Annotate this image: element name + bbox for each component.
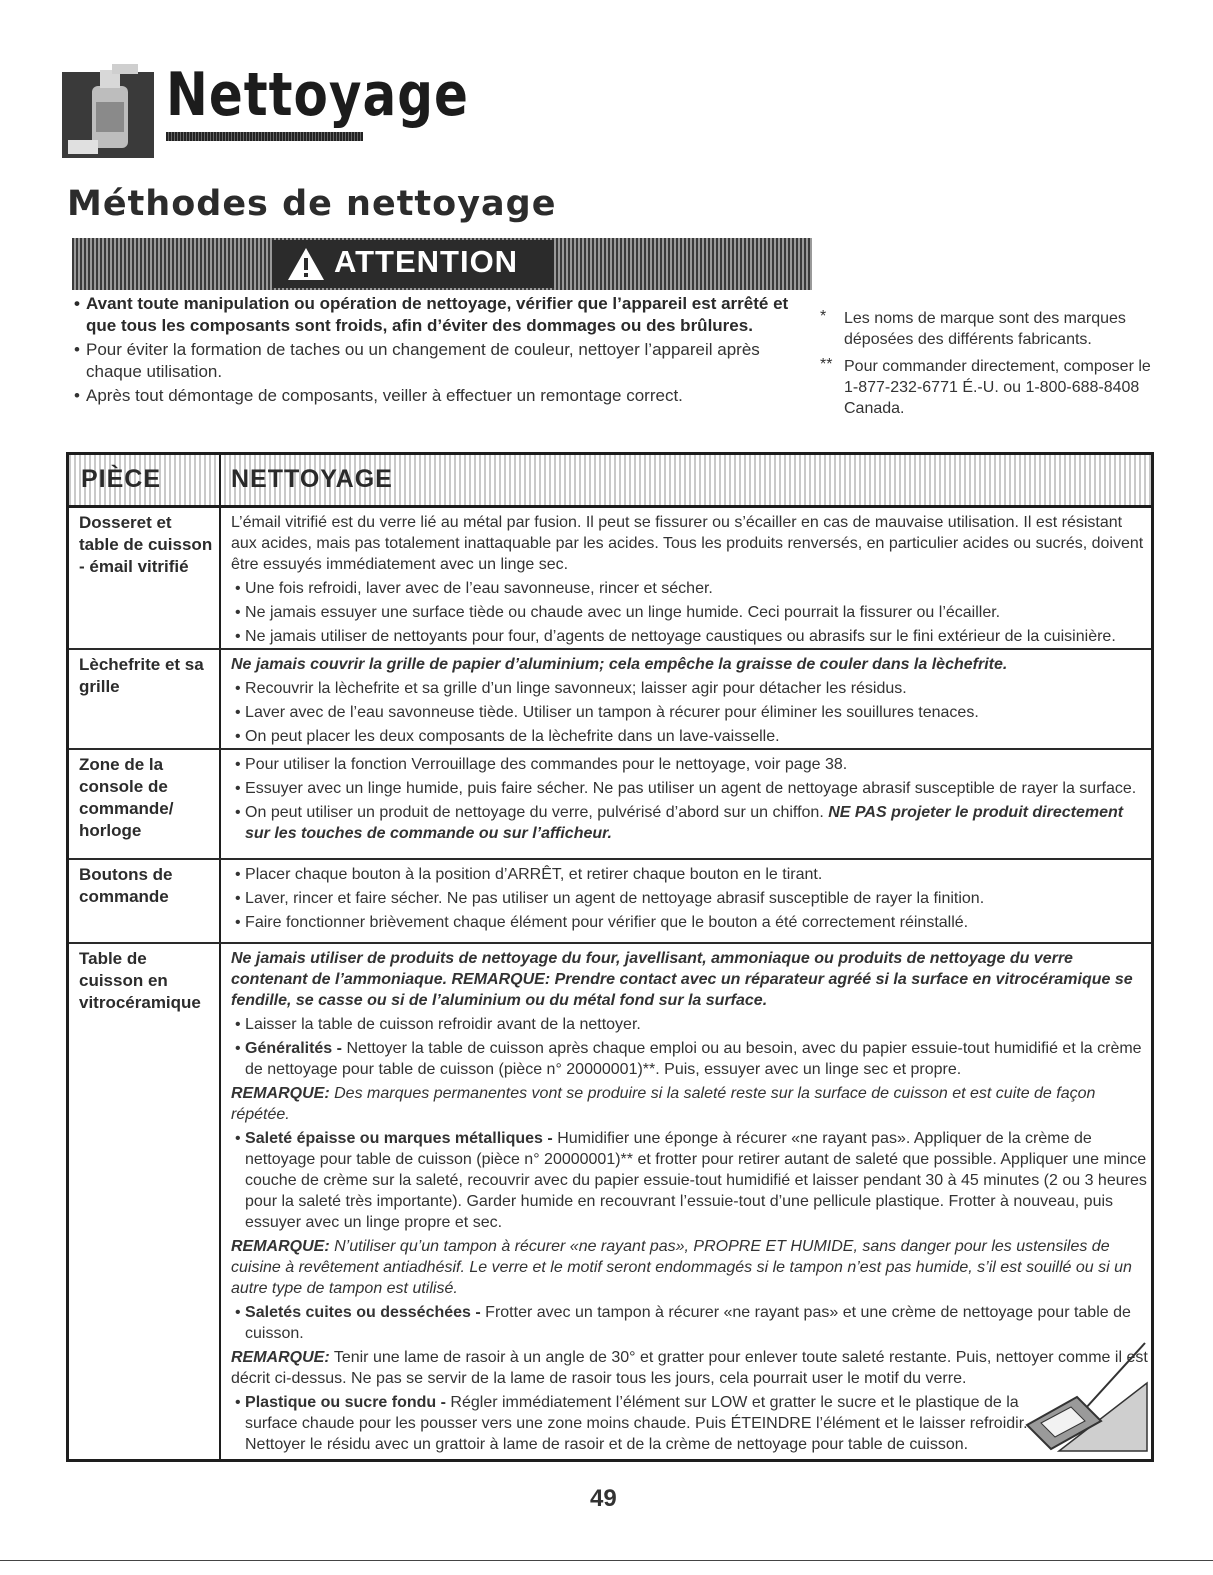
page-heading: Méthodes de nettoyage xyxy=(67,184,557,224)
warning-item: • Après tout démontage de composants, veiller à effectuer un remontage correct. xyxy=(72,385,817,407)
footnote xyxy=(818,308,1158,350)
table-row xyxy=(69,860,1151,944)
row-bullet: • Une fois refroidi, laver avec de l’eau savonneuse, rincer et sécher. xyxy=(231,578,1151,599)
table-row xyxy=(69,750,1151,860)
footnotes xyxy=(818,308,1158,425)
bottom-rule xyxy=(0,1560,1213,1561)
row-bullet: • Pour utiliser la fonction Verrouillage des commandes pour le nettoyage, voir page 38. xyxy=(231,754,1151,775)
remark-label: REMARQUE: xyxy=(231,1238,330,1255)
table-row xyxy=(69,650,1151,750)
row-intro: L’émail vitrifié est du verre lié au métal par fusion. Il peut se fissurer ou s’écailler en cas de mauvaise utilisation. Il est résistant aux acides, mais pas totalement inattaquable par les acides. Tous les produits renversés, en particulier acides ou sucrés, doivent être essuyés immédiatement avec un linge sec. xyxy=(231,514,1144,573)
row-bullet: • Faire fonctionner brièvement chaque élément pour vérifier que le bouton a été correctement réinstallé. xyxy=(231,912,1151,933)
remark-label: REMARQUE: xyxy=(231,1085,330,1102)
bullet-label: Saletés cuites ou desséchées - xyxy=(245,1304,481,1321)
column-header-piece: PIÈCE xyxy=(81,465,162,493)
row-piece: Zone de la console de commande/ horloge xyxy=(79,755,174,840)
warning-banner xyxy=(72,238,812,290)
row-bullet xyxy=(231,1302,1151,1344)
remark xyxy=(231,1236,1151,1299)
row-bullet: • On peut placer les deux composants de la lèchefrite dans un lave-vaisselle. xyxy=(231,726,1151,747)
bullet-text: Frotter avec un tampon à récurer «ne rayant pas» et une crème de nettoyage pour table de cuisson. xyxy=(245,1304,1131,1342)
row-bullet xyxy=(231,1038,1151,1080)
warning-item: • Pour éviter la formation de taches ou un changement de couleur, nettoyer l’appareil après chaque utilisation. xyxy=(72,339,817,383)
row-bullet: • Laisser la table de cuisson refroidir avant de la nettoyer. xyxy=(231,1014,1151,1035)
title-underline xyxy=(166,132,363,141)
footnote-mark: * xyxy=(820,308,827,325)
row-bullet xyxy=(231,802,1151,844)
row-piece: Table de cuisson en vitrocéramique xyxy=(79,949,201,1012)
bullet-label: Plastique ou sucre fondu - xyxy=(245,1394,446,1411)
bullet-text: Humidifier une éponge à récurer «ne rayant pas». Appliquer de la crème de nettoyage pour table de cuisson (pièce n° 20000001)** et frotter pour retirer autant de saleté que possible. Appliquer une mince couche de crème sur la saleté, recouvrir avec du papier essuie-tout humidifié et laisser pendant 30 à 45 minutes (2 ou 3 heures pour la saleté très importante). Garder humide en recouvrant l’essuie-tout d’une pellicule plastique. Frotter à nouveau, puis essuyer avec un linge propre et sec. xyxy=(245,1130,1147,1231)
warning-list xyxy=(72,293,817,409)
row-bullet: • Recouvrir la lèchefrite et sa grille d’un linge savonneux; laisser agir pour détacher les résidus. xyxy=(231,678,1151,699)
warning-icon xyxy=(286,246,326,282)
remark-text: N’utiliser qu’un tampon à récurer «ne rayant pas», PROPRE ET HUMIDE, sans danger pour les ustensiles de cuisine à revêtement antiadhésif. Le verre et le motif seront endommagés si le tampon n’est pas humide, s’il est souillé ou si un autre type de tampon est utilisé. xyxy=(231,1238,1132,1297)
row-piece: Lèchefrite et sa grille xyxy=(79,655,204,696)
column-header-cleaning: NETTOYAGE xyxy=(231,465,393,493)
row-cleaning xyxy=(231,512,1151,650)
row-bullet: • Ne jamais utiliser de nettoyants pour four, d’agents de nettoyage caustiques ou abrasifs sur le fini extérieur de la cuisinière. xyxy=(231,626,1151,647)
table-row xyxy=(69,944,1151,1459)
bullet-label: Généralités - xyxy=(245,1040,342,1057)
footnote-mark: ** xyxy=(820,356,833,373)
section-title: Nettoyage xyxy=(166,60,469,130)
bullet-label: Saleté épaisse ou marques métalliques - xyxy=(245,1130,553,1147)
row-cleaning xyxy=(231,754,1151,847)
footnote xyxy=(818,356,1158,419)
row-bullet-text: On peut utiliser un produit de nettoyage du verre, pulvérisé d’abord sur un chiffon. xyxy=(245,804,824,821)
row-bullet xyxy=(231,1128,1151,1233)
remark-text: Tenir une lame de rasoir à un angle de 30° et gratter pour enlever toute saleté restante. Puis, nettoyer comme il est décrit ci-dessus. Ne pas se servir de la lame de rasoir tous les jours, cela pourrait user le motif du verre. xyxy=(231,1349,1148,1387)
row-bullet: • Ne jamais essuyer une surface tiède ou chaude avec un linge humide. Ceci pourrait la fissurer ou l’écailler. xyxy=(231,602,1151,623)
footnote-text: Les noms de marque sont des marques déposées des différents fabricants. xyxy=(844,310,1126,348)
row-bullet: • Laver, rincer et faire sécher. Ne pas utiliser un agent de nettoyage abrasif susceptible de rayer la finition. xyxy=(231,888,1151,909)
bullet-text: Régler immédiatement l’élément sur LOW et gratter le sucre et le plastique de la surface chaude pour les pousser vers une zone moins chaude. Puis ÉTEINDRE l’élément et le laisser refroidir. Nettoyer le résidu avec un grattoir à lame de rasoir et de la crème de nettoyage pour table de cuisson. xyxy=(245,1394,1028,1453)
row-bullet-emphasis: NE PAS projeter le produit directement sur les touches de commande ou sur l’afficheur. xyxy=(245,804,1124,842)
page-number: 49 xyxy=(590,1485,617,1512)
razor-scraper-illustration xyxy=(989,1339,1149,1454)
row-lead: Ne jamais couvrir la grille de papier d’aluminium; cela empêche la graisse de couler dans la lèchefrite. xyxy=(231,656,1008,673)
row-bullet xyxy=(231,1392,1035,1455)
footnote-text: Pour commander directement, composer le 1-877-232-6771 É.-U. ou 1-800-688-8408 Canada. xyxy=(844,358,1151,417)
cleaning-spray-icon xyxy=(62,62,154,162)
row-bullet: • Essuyer avec un linge humide, puis faire sécher. Ne pas utiliser un agent de nettoyage abrasif susceptible de rayer la surface. xyxy=(231,778,1151,799)
row-piece: Dosseret et table de cuisson - émail vitrifié xyxy=(79,513,213,576)
bullet-text: Nettoyer la table de cuisson après chaque emploi ou au besoin, avec du papier essuie-tout humidifié et la crème de nettoyage pour table de cuisson (pièce n° 20000001)**. Puis, essuyer avec un linge sec et propre. xyxy=(245,1040,1142,1078)
row-cleaning xyxy=(231,654,1151,750)
warning-title: ATTENTION xyxy=(334,244,519,279)
remark-label: REMARQUE: xyxy=(231,1349,330,1366)
cleaning-table xyxy=(66,452,1154,1462)
row-bullet: • Placer chaque bouton à la position d’ARRÊT, et retirer chaque bouton en le tirant. xyxy=(231,864,1151,885)
remark-text: Des marques permanentes vont se produire si la saleté reste sur la surface de cuisson et est cuite de façon répétée. xyxy=(231,1085,1096,1123)
row-piece: Boutons de commande xyxy=(79,865,173,906)
remark xyxy=(231,1083,1151,1125)
row-cleaning xyxy=(231,864,1151,936)
row-lead: Ne jamais utiliser de produits de nettoyage du four, javellisant, ammoniaque ou produits de nettoyage du verre contenant de l’ammoniaque. REMARQUE: Prendre contact avec un réparateur agréé si la surface en vitrocéramique se fendille, se casse ou si de l’aluminium ou du métal fond sur la surface. xyxy=(231,950,1133,1009)
warning-item: • Avant toute manipulation ou opération de nettoyage, vérifier que l’appareil est arrêté et que tous les composants sont froids, afin d’éviter des dommages ou des brûlures. xyxy=(72,293,817,337)
table-header xyxy=(69,455,1151,508)
table-row xyxy=(69,508,1151,650)
row-bullet: • Laver avec de l’eau savonneuse tiède. Utiliser un tampon à récurer pour éliminer les souillures tenaces. xyxy=(231,702,1151,723)
